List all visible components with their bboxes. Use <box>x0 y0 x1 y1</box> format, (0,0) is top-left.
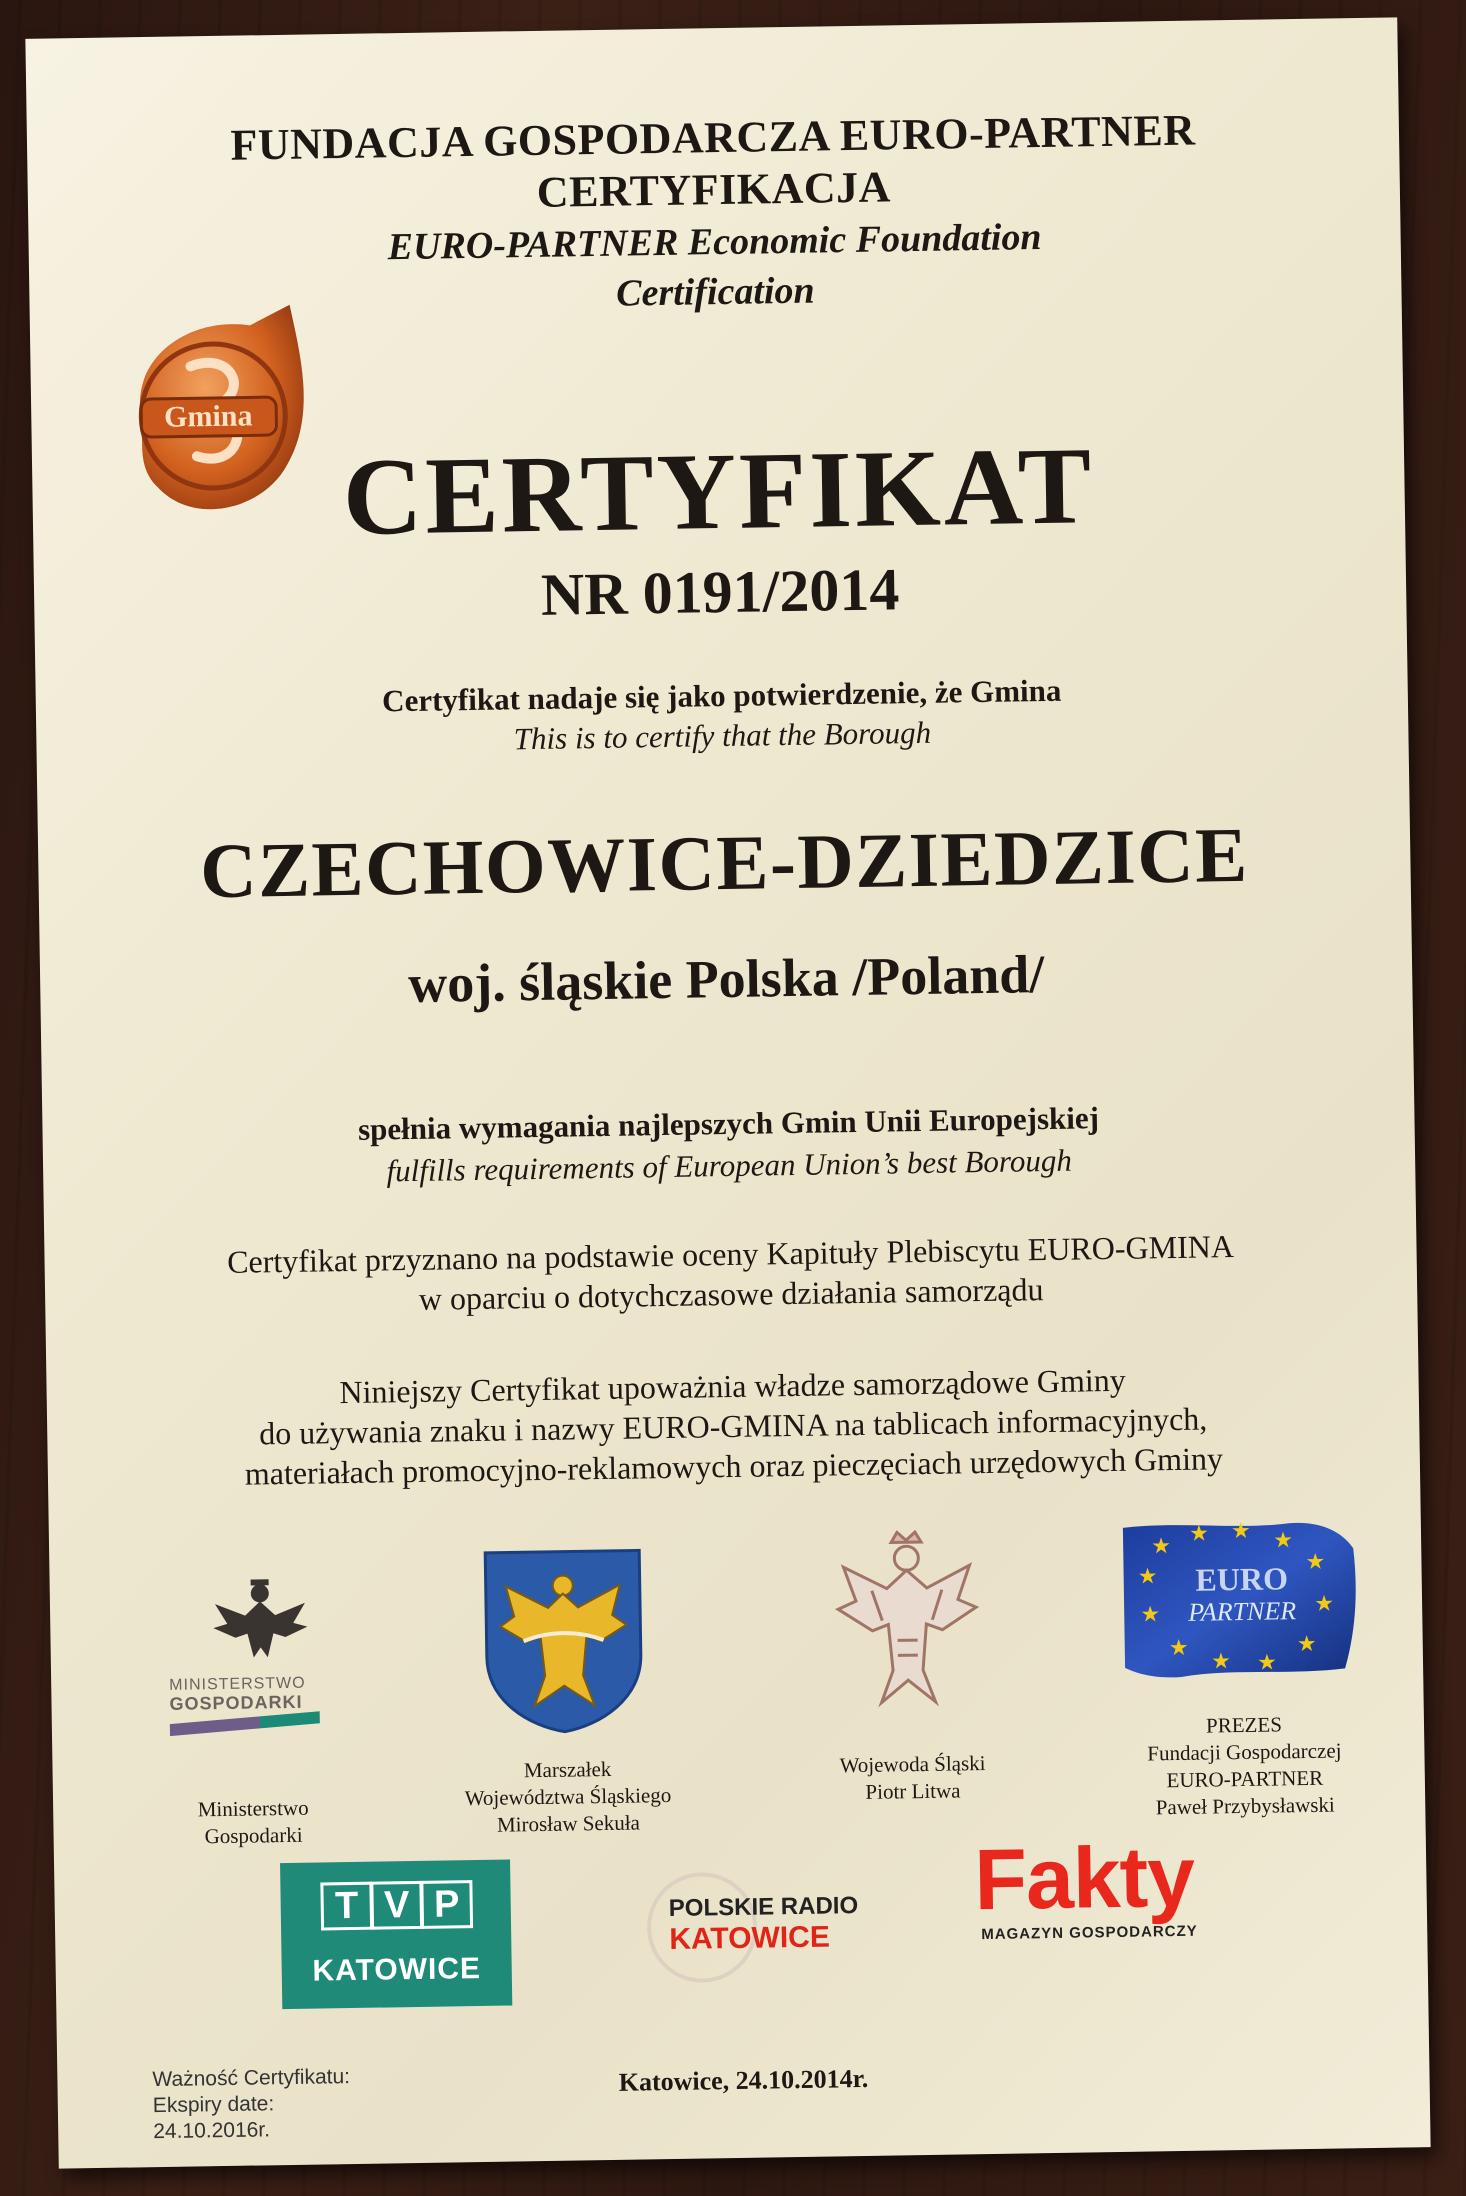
radio-name-line-2: KATOWICE <box>669 1920 831 1957</box>
silesian-eagle-coat-of-arms-icon <box>477 1544 650 1737</box>
fakty-title: Fakty <box>973 1828 1195 1929</box>
tvp-katowice-logo <box>280 1860 512 2010</box>
polish-eagle-icon <box>205 1575 316 1672</box>
basis-line-2: w oparciu o dotychczasowe działania samorządu <box>418 1271 1044 1317</box>
svg-text:★: ★ <box>1151 1534 1172 1560</box>
borough-name: CZECHOWICE-DZIEDZICE <box>199 810 1250 915</box>
voivode-caption-line-2: Piotr Litwa <box>865 1778 961 1804</box>
certificate-title: CERTYFIKAT <box>341 424 1096 558</box>
svg-text:★: ★ <box>1168 1635 1189 1662</box>
svg-text:★: ★ <box>1188 1521 1210 1547</box>
validity-label-pl: Ważność Certyfikatu: <box>152 2065 351 2092</box>
org-name-pl: FUNDACJA GOSPODARCZA EURO-PARTNER <box>230 105 1196 170</box>
region: woj. śląskie Polska /Poland/ <box>407 944 1045 1015</box>
certificate-number: NR 0191/2014 <box>540 556 900 628</box>
svg-text:★: ★ <box>1296 1631 1317 1658</box>
svg-text:★: ★ <box>1314 1591 1335 1617</box>
validity-label-en: Ekspiry date: <box>152 2092 275 2118</box>
tvp-city: KATOWICE <box>312 1951 482 1988</box>
voivode-caption <box>822 1750 1003 1807</box>
ministry-logo-line-1: MINISTERSTWO <box>169 1674 306 1694</box>
seal-label: Gmina <box>163 399 253 434</box>
fakty-magazine-logo <box>973 1828 1198 1944</box>
president-caption-line-4: Paweł Przybysławski <box>1155 1792 1335 1820</box>
basis-line-1: Certyfikat przyznano na podstawie oceny Kapituły Plebiscytu EURO-GMINA <box>226 1228 1235 1280</box>
validity-date: 24.10.2016r. <box>153 2118 271 2144</box>
svg-text:★: ★ <box>1256 1650 1278 1676</box>
authorization-line-3: materiałach promocyjno-reklamowych oraz pieczęciach urzędowych Gminy <box>244 1440 1224 1492</box>
place-and-date: Katowice, 24.10.2014r. <box>618 2063 869 2097</box>
president-caption-line-3: EURO-PARTNER <box>1166 1765 1324 1793</box>
radio-name-line-1: POLSKIE RADIO <box>668 1892 859 1923</box>
certificate-plaque <box>25 17 1430 2168</box>
eu-stars-flag-icon <box>1119 1518 1361 1682</box>
marshal-caption-line-3: Mirosław Sekuła <box>496 1810 641 1837</box>
intro-en: This is to certify that the Borough <box>513 714 932 757</box>
svg-text:★: ★ <box>1140 1602 1161 1628</box>
president-caption-line-2: Fundacji Gospodarczej <box>1147 1738 1342 1766</box>
intro-pl: Certyfikat nadaje się jako potwierdzenie, że Gmina <box>381 672 1062 719</box>
svg-text:★: ★ <box>1210 1649 1232 1675</box>
svg-text:★: ★ <box>1273 1528 1294 1554</box>
fakty-subtitle: MAGAZYN GOSPODARCZY <box>981 1922 1198 1944</box>
ministry-logo-stripe <box>170 1711 320 1736</box>
requirements-en: fulfills requirements of European Union’s best Borough <box>386 1142 1073 1189</box>
ministry-caption <box>153 1794 354 1851</box>
certification-pl: CERTYFIKACJA <box>536 162 892 217</box>
euro-partner-logo-line-2: PARTNER <box>1188 1596 1297 1627</box>
ministry-caption-line-2: Gospodarki <box>204 1822 303 1849</box>
voivode-caption-line-1: Wojewoda Śląski <box>839 1751 986 1778</box>
president-caption <box>1124 1710 1366 1822</box>
ministry-logo <box>169 1674 350 1731</box>
svg-text:★: ★ <box>1137 1564 1158 1590</box>
org-name-en: EURO-PARTNER Economic Foundation <box>387 215 1042 269</box>
marshal-caption-line-1: Marszałek <box>523 1756 612 1783</box>
president-caption-line-1: PREZES <box>1205 1712 1283 1738</box>
marshal-caption-line-2: Województwa Śląskiego <box>464 1782 672 1811</box>
ministry-logo-line-2: GOSPODARKI <box>169 1691 303 1714</box>
authorization-line-1: Niniejszy Certyfikat upoważnia władze samorządowe Gminy <box>339 1361 1127 1411</box>
authorization-line-2: do używania znaku i nazwy EURO-GMINA na tablicach informacyjnych, <box>258 1400 1208 1452</box>
euro-partner-logo-line-1: EURO <box>1195 1560 1289 1598</box>
marshal-caption <box>432 1754 703 1839</box>
ministry-caption-line-1: Ministerstwo <box>197 1795 309 1822</box>
tvp-letter-v: V <box>370 1881 423 1930</box>
tvp-letter-t: T <box>320 1882 373 1931</box>
svg-text:★: ★ <box>1230 1518 1252 1545</box>
requirements-pl: spełnia wymagania najlepszych Gmin Unii Europejskiej <box>357 1100 1100 1147</box>
tvp-letter-p: P <box>420 1880 473 1929</box>
polish-eagle-icon <box>831 1529 984 1711</box>
svg-text:★: ★ <box>1305 1549 1326 1575</box>
polskie-radio-katowice-logo <box>646 1870 868 1983</box>
certification-en: Certification <box>615 269 815 315</box>
